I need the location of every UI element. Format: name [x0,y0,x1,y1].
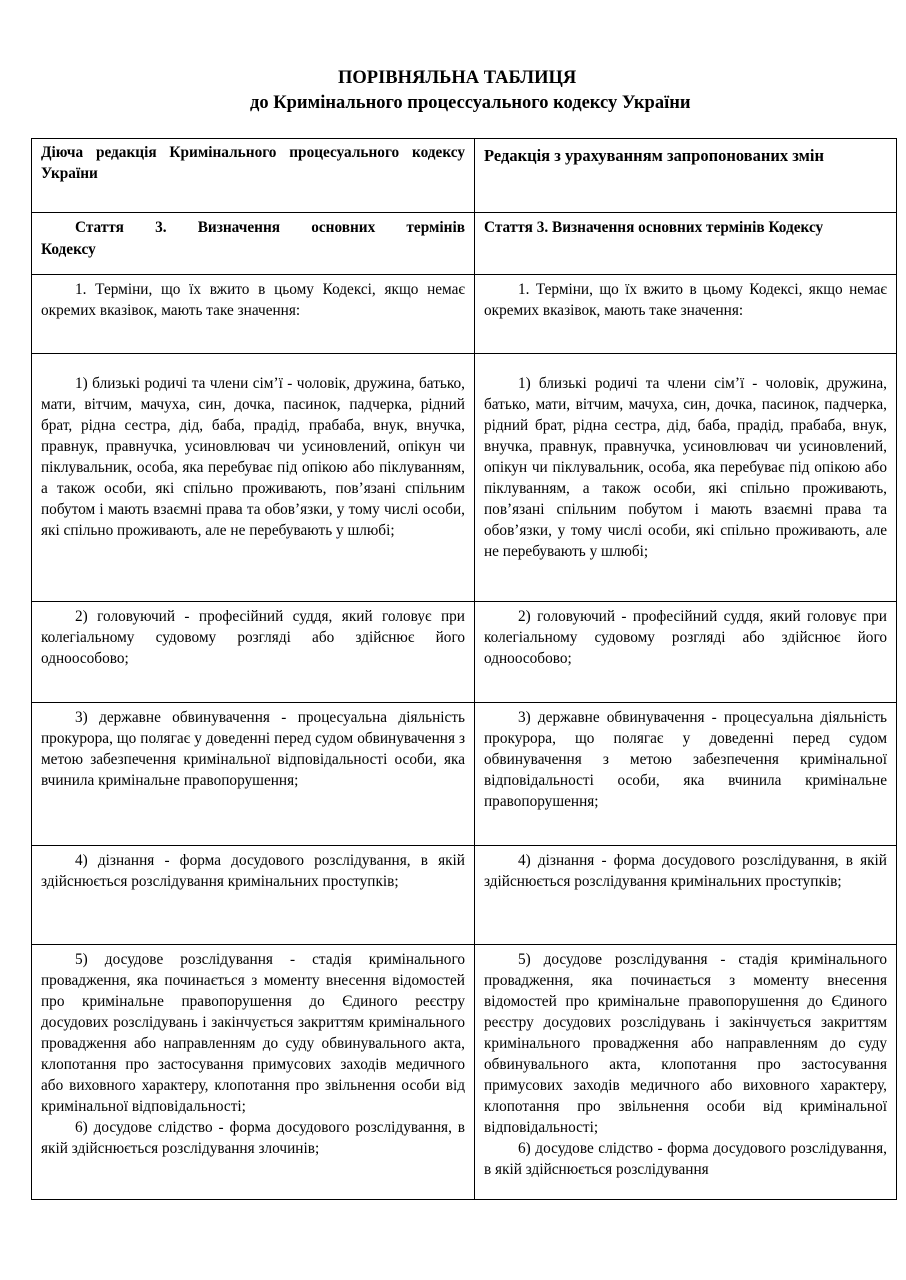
cell-current [32,703,475,846]
table-row [32,945,897,1200]
paragraph: 4) дізнання - форма досудового розслідування, в якій здійснюється розслідування кримінальних проступків; [41,852,465,890]
cell-proposed [475,945,897,1200]
cell-current [32,354,475,602]
paragraph: 1) близькі родичі та члени сім’ї - чоловік, дружина, батько, мати, вітчим, мачуха, син, дочка, пасинок, падчерка, рідний брат, рідна сестра, дід, баба, прадід, прабаба, внук, внучка, правнук, правнучка, усиновлювач чи усиновлений, опікун чи піклувальник, особа, яка перебуває під опікою або піклуванням, а також особи, які спільно проживають, пов’язані спільним побутом і мають взаємні права та обов’язки, у тому числі особи, які спільно проживають, але не перебувають у шлюбі; [484,375,887,560]
article-row [32,213,897,275]
comparison-table [31,138,897,1200]
cell-current [32,846,475,945]
paragraph: 6) досудове слідство - форма досудового розслідування, в якій здійснюється розслідування [484,1140,887,1178]
cell-proposed [475,602,897,703]
paragraph: 4) дізнання - форма досудового розслідування, в якій здійснюється розслідування кримінальних проступків; [484,852,887,890]
article-current [32,213,475,275]
paragraph: 3) державне обвинувачення - процесуальна діяльність прокурора, що полягає у доведенні перед судом обвинувачення з метою забезпечення кримінальної відповідальності особи, яка вчинила кримінальне правопорушення; [484,709,887,810]
cell-proposed [475,703,897,846]
cell-proposed [475,275,897,354]
table-row [32,846,897,945]
article-proposed: Стаття 3. Визначення основних термінів Кодексу [475,213,897,275]
paragraph: 1. Терміни, що їх вжито в цьому Кодексі, якщо немає окремих вказівок, мають таке значення: [484,281,887,319]
cell-proposed [475,846,897,945]
paragraph: 6) досудове слідство - форма досудового розслідування, в якій здійснюється розслідування злочинів; [41,1119,465,1157]
paragraph: 1. Терміни, що їх вжито в цьому Кодексі, якщо немає окремих вказівок, мають таке значення: [41,281,465,319]
article-current-text: Стаття 3. Визначення основних термінів Кодексу [41,219,465,258]
paragraph: 5) досудове розслідування - стадія кримінального провадження, яка починається з моменту внесення відомостей про кримінальне правопорушення до Єдиного реєстру досудових розслідувань і закінчується закриттям кримінального провадження або направленням до суду обвинувального акта, клопотання про застосування примусових заходів медичного або виховного характеру, клопотання про звільнення особи від кримінальної відповідальності; [41,951,465,1115]
paragraph: 5) досудове розслідування - стадія кримінального провадження, яка починається з моменту внесення відомостей про кримінальне правопорушення до Єдиного реєстру досудових розслідувань і закінчується закриттям кримінального провадження або направленням до суду обвинувального акта, клопотання про застосування примусових заходів медичного або виховного характеру, клопотання про звільнення особи від кримінальної відповідальності; [484,951,887,1136]
cell-proposed [475,354,897,602]
document-subtitle: до Кримінального процессуального кодексу України [250,93,691,113]
paragraph: 2) головуючий - професійний суддя, який головує при колегіальному судовому розгляді або здійснює його одноособово; [41,608,465,667]
header-current-edition: Діюча редакція Кримінального процесуального кодексу України [32,139,475,213]
cell-current [32,945,475,1200]
table-row [32,703,897,846]
table-row [32,354,897,602]
table-row [32,602,897,703]
header-row [32,139,897,213]
cell-current [32,275,475,354]
paragraph: 3) державне обвинувачення - процесуальна діяльність прокурора, що полягає у доведенні перед судом обвинувачення з метою забезпечення кримінальної відповідальності особи, яка вчинила кримінальне правопорушення; [41,709,465,789]
cell-current [32,602,475,703]
document-title: ПОРІВНЯЛЬНА ТАБЛИЦЯ [338,68,577,88]
paragraph: 2) головуючий - професійний суддя, який головує при колегіальному судовому розгляді або здійснює його одноособово; [484,608,887,667]
header-proposed-edition: Редакція з урахуванням запропонованих змін [475,139,897,213]
table-row [32,275,897,354]
paragraph: 1) близькі родичі та члени сім’ї - чоловік, дружина, батько, мати, вітчим, мачуха, син, дочка, пасинок, падчерка, рідний брат, рідна сестра, дід, баба, прадід, прабаба, внук, внучка, правнук, правнучка, усиновлювач чи усиновлений, опікун чи піклувальник, особа, яка перебуває під опікою або піклуванням, а також особи, які спільно проживають, пов’язані спільним побутом і мають взаємні права та обов’язки, у тому числі особи, які спільно проживають, але не перебувають у шлюбі; [41,375,465,539]
